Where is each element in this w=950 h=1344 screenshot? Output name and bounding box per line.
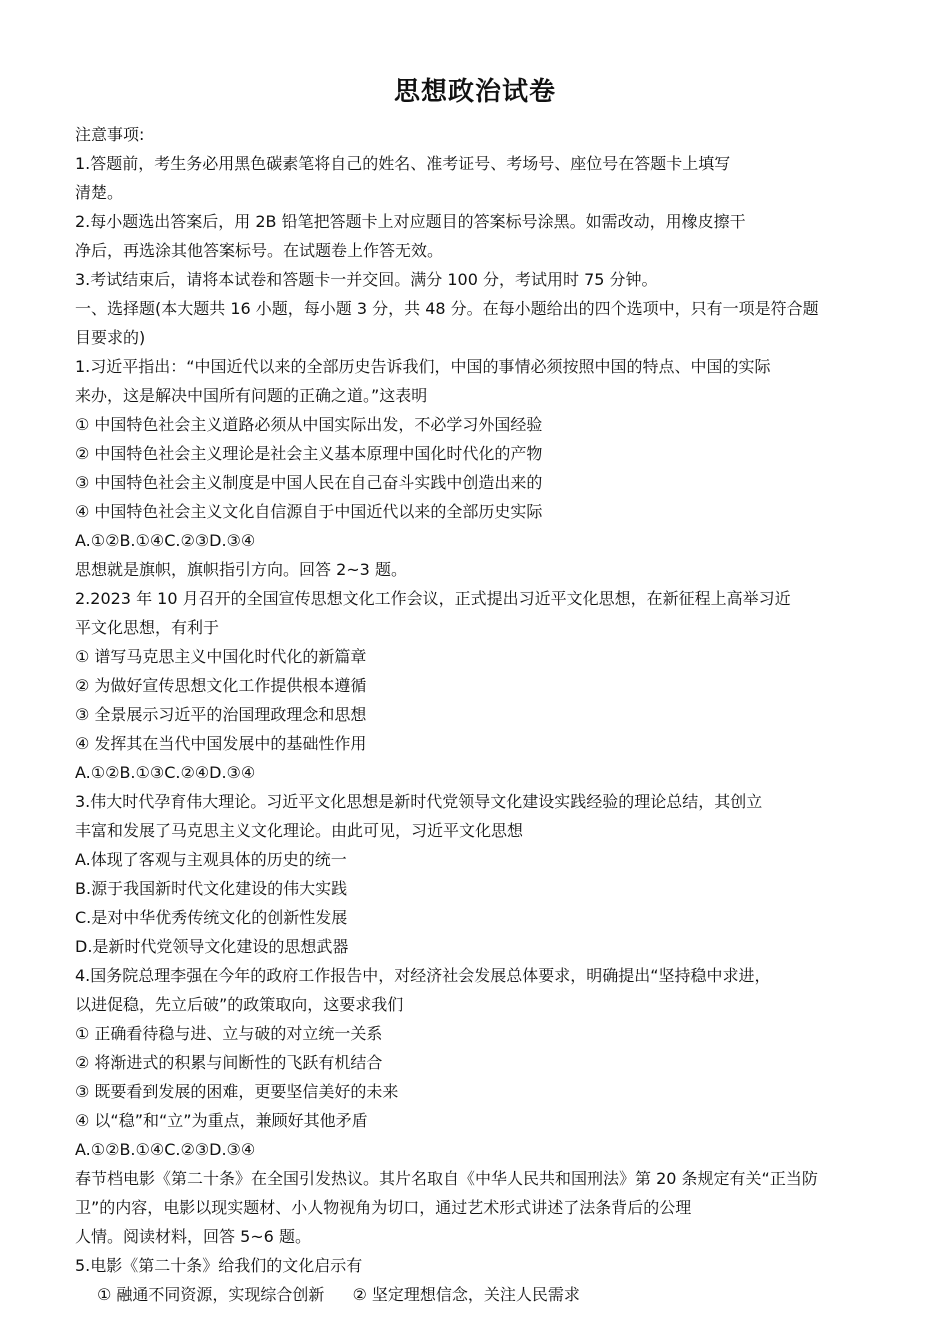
q4-option-3: ③ 既要看到发展的困难，更要坚信美好的未来 — [75, 1082, 399, 1101]
notice-heading: 注意事项: — [75, 125, 145, 144]
q5-stem: 5.电影《第二十条》给我们的文化启示有 — [75, 1256, 363, 1275]
q1-answers: A.①②B.①④C.②③D.③④ — [75, 531, 256, 550]
q4-answers: A.①②B.①④C.②③D.③④ — [75, 1140, 256, 1159]
q3-choice-b: B.源于我国新时代文化建设的伟大实践 — [75, 879, 348, 898]
q2-option-1: ① 谱写马克思主义中国化时代化的新篇章 — [75, 647, 367, 666]
notice-item-3: 3.考试结束后，请将本试卷和答题卡一并交回。满分 100 分，考试用时 75 分钟。 — [75, 270, 658, 289]
material-intro-5-6: 春节档电影《第二十条》在全国引发热议。其片名取自《中华人民共和国刑法》第 20 条规定有关“正当防 — [75, 1169, 818, 1188]
q2-answers: A.①②B.①③C.②④D.③④ — [75, 763, 256, 782]
material-intro-2-3: 思想就是旗帜，旗帜指引方向。回答 2~3 题。 — [75, 560, 407, 579]
notice-item-2: 2.每小题选出答案后，用 2B 铅笔把答题卡上对应题目的答案标号涂黑。如需改动，用橡皮擦干 — [75, 212, 746, 231]
notice-item-1-cont: 清楚。 — [75, 183, 124, 202]
q1-option-1: ① 中国特色社会主义道路必须从中国实际出发，不必学习外国经验 — [75, 415, 543, 434]
q5-option-1: ① 融通不同资源，实现综合创新 — [97, 1285, 325, 1304]
q3-choice-d: D.是新时代党领导文化建设的思想武器 — [75, 937, 349, 956]
q2-stem: 2.2023 年 10 月召开的全国宣传思想文化工作会议，正式提出习近平文化思想，在新征程上高举习近 — [75, 589, 791, 608]
notice-item-1: 1.答题前，考生务必用黑色碳素笔将自己的姓名、准考证号、考场号、座位号在答题卡上填写 — [75, 154, 731, 173]
material-intro-5-6-end: 人情。阅读材料，回答 5~6 题。 — [75, 1227, 311, 1246]
q3-choice-c: C.是对中华优秀传统文化的创新性发展 — [75, 908, 348, 927]
exam-body — [75, 120, 865, 1309]
q4-stem-cont: 以进促稳，先立后破”的政策取向，这要求我们 — [75, 995, 404, 1014]
q3-stem-cont: 丰富和发展了马克思主义文化理论。由此可见，习近平文化思想 — [75, 821, 524, 840]
material-intro-5-6-cont: 卫”的内容，电影以现实题材、小人物视角为切口，通过艺术形式讲述了法条背后的公理 — [75, 1198, 692, 1217]
q4-option-2: ② 将渐进式的积累与间断性的飞跃有机结合 — [75, 1053, 383, 1072]
q1-stem-cont: 来办，这是解决中国所有问题的正确之道。”这表明 — [75, 386, 428, 405]
q5-options-row — [75, 1280, 865, 1309]
q1-option-3: ③ 中国特色社会主义制度是中国人民在自己奋斗实践中创造出来的 — [75, 473, 543, 492]
q5-option-2: ② 坚定理想信念，关注人民需求 — [352, 1285, 580, 1304]
notice-item-2-cont: 净后，再选涂其他答案标号。在试题卷上作答无效。 — [75, 241, 444, 260]
q1-option-2: ② 中国特色社会主义理论是社会主义基本原理中国化时代化的产物 — [75, 444, 543, 463]
q4-option-4: ④ 以“稳”和“立”为重点，兼顾好其他矛盾 — [75, 1111, 368, 1130]
page-title: 思想政治试卷 — [393, 77, 556, 107]
section-heading-cont: 目要求的) — [75, 328, 146, 347]
q1-stem: 1.习近平指出：“中国近代以来的全部历史告诉我们，中国的事情必须按照中国的特点、中国的实际 — [75, 357, 771, 376]
q3-stem: 3.伟大时代孕育伟大理论。习近平文化思想是新时代党领导文化建设实践经验的理论总结，其创立 — [75, 792, 763, 811]
q2-stem-cont: 平文化思想，有利于 — [75, 618, 220, 637]
q4-stem: 4.国务院总理李强在今年的政府工作报告中，对经济社会发展总体要求，明确提出“坚持稳中求进， — [75, 966, 771, 985]
q4-option-1: ① 正确看待稳与进、立与破的对立统一关系 — [75, 1024, 383, 1043]
q2-option-2: ② 为做好宣传思想文化工作提供根本遵循 — [75, 676, 367, 695]
q3-choice-a: A.体现了客观与主观具体的历史的统一 — [75, 850, 347, 869]
q2-option-4: ④ 发挥其在当代中国发展中的基础性作用 — [75, 734, 367, 753]
q1-option-4: ④ 中国特色社会主义文化自信源自于中国近代以来的全部历史实际 — [75, 502, 543, 521]
section-heading: 一、选择题(本大题共 16 小题，每小题 3 分，共 48 分。在每小题给出的四个选项中，只有一项是符合题 — [75, 299, 819, 318]
q2-option-3: ③ 全景展示习近平的治国理政理念和思想 — [75, 705, 367, 724]
